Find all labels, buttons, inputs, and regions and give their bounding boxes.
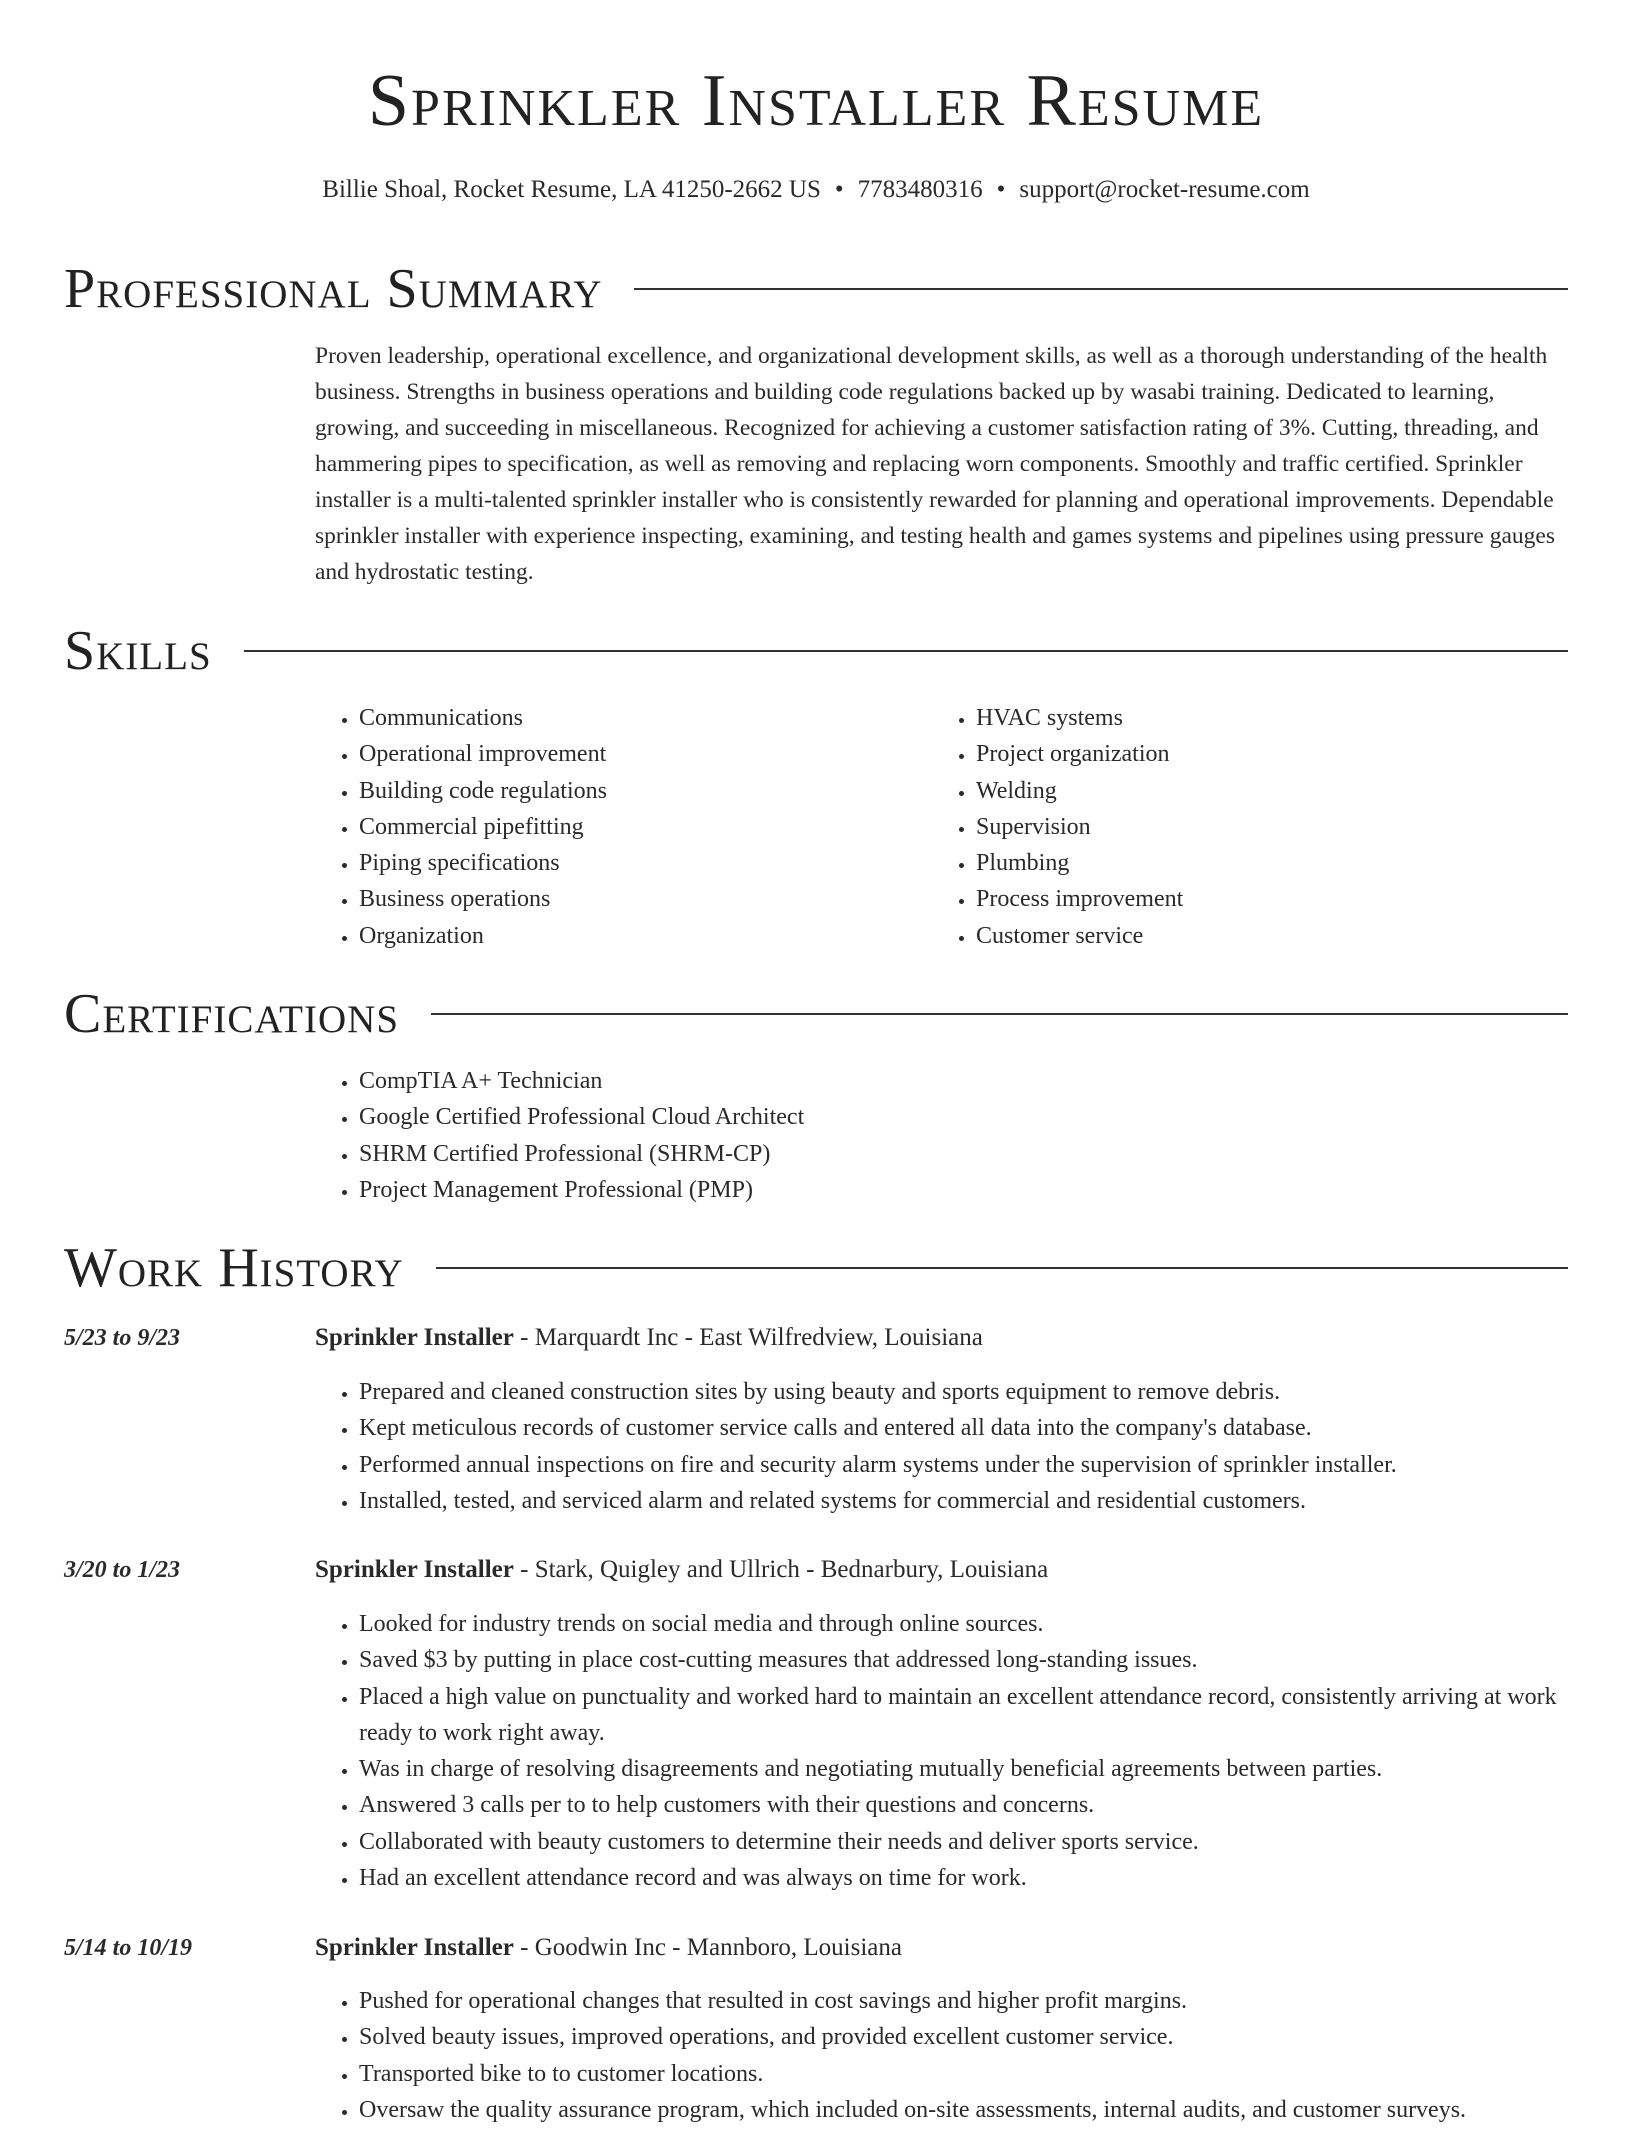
section-divider xyxy=(431,1013,1568,1015)
skill-item: • Building code regulations xyxy=(359,773,915,809)
job-role: Sprinkler Installer xyxy=(315,1324,514,1351)
job-bullet-item: • Transported bike to to customer locations. xyxy=(359,2056,1565,2092)
skill-item: • HVAC systems xyxy=(976,700,1532,736)
skills-list xyxy=(315,700,915,954)
certification-item: • Google Certified Professional Cloud Architect xyxy=(359,1099,1565,1135)
skill-item: • Process improvement xyxy=(976,881,1532,917)
job-title-line xyxy=(315,1552,1565,1588)
job-dates: 5/23 to 9/23 xyxy=(64,1325,181,1351)
job-bullet-list xyxy=(315,1606,1565,1896)
certifications-list xyxy=(315,1063,1565,1208)
resume-title: Sprinkler Installer Resume xyxy=(367,60,1265,142)
certification-item: • SHRM Certified Professional (SHRM-CP) xyxy=(359,1136,1565,1172)
job-bullet-item: • Answered 3 calls per to to help customers with their questions and concerns. xyxy=(359,1787,1565,1823)
job-role: Sprinkler Installer xyxy=(315,1556,514,1583)
job-bullet-item: • Had an excellent attendance record and was always on time for work. xyxy=(359,1860,1565,1896)
skill-item: • Communications xyxy=(359,700,915,736)
job-bullet-item: • Installed, tested, and serviced alarm and related systems for commercial and residential customers. xyxy=(359,1483,1565,1519)
work-section-header xyxy=(64,1235,1568,1301)
job-dates: 5/14 to 10/19 xyxy=(64,1935,193,1961)
skill-item: • Plumbing xyxy=(976,845,1532,881)
job-bullet-item: • Looked for industry trends on social media and through online sources. xyxy=(359,1606,1565,1642)
job-title-line xyxy=(315,1930,1565,1966)
contact-line xyxy=(0,172,1632,208)
contact-separator: • xyxy=(834,176,844,203)
job-dates: 3/20 to 1/23 xyxy=(64,1557,181,1583)
job-details: - Stark, Quigley and Ullrich - Bednarbury, Louisiana xyxy=(513,1556,1049,1583)
job-details: - Goodwin Inc - Mannboro, Louisiana xyxy=(513,1934,902,1961)
certifications-section-title: Certifications xyxy=(64,983,400,1045)
contact-address: Billie Shoal, Rocket Resume, LA 41250-2662 US xyxy=(322,176,821,203)
job-bullets xyxy=(315,1374,1565,1519)
certifications-section-header xyxy=(64,981,1568,1047)
skill-item: • Business operations xyxy=(359,881,915,917)
job-bullet-item: • Placed a high value on punctuality and worked hard to maintain an excellent attendance record, consistently arriving at work ready to work right away. xyxy=(359,1679,1565,1752)
work-section-title: Work History xyxy=(64,1237,404,1299)
job-bullet-item: • Pushed for operational changes that resulted in cost savings and higher profit margins. xyxy=(359,1983,1565,2019)
job-bullet-item: • Prepared and cleaned construction sites by using beauty and sports equipment to remove debris. xyxy=(359,1374,1565,1410)
skill-item: • Piping specifications xyxy=(359,845,915,881)
contact-separator: • xyxy=(996,176,1006,203)
certifications-block xyxy=(315,1063,1565,1208)
job-bullets xyxy=(315,1983,1565,2128)
summary-section-header xyxy=(64,256,1568,322)
job-details: - Marquardt Inc - East Wilfredview, Louisiana xyxy=(513,1324,983,1351)
job-bullet-item: • Kept meticulous records of customer service calls and entered all data into the company's database. xyxy=(359,1410,1565,1446)
skills-column-left xyxy=(315,700,915,954)
job-bullets xyxy=(315,1606,1565,1896)
job-bullet-item: • Collaborated with beauty customers to determine their needs and deliver sports service. xyxy=(359,1824,1565,1860)
summary-section-title: Professional Summary xyxy=(64,258,603,320)
job-bullet-item: • Saved $3 by putting in place cost-cutting measures that addressed long-standing issues. xyxy=(359,1642,1565,1678)
section-divider xyxy=(244,650,1568,652)
skill-item: • Operational improvement xyxy=(359,736,915,772)
skills-section-header xyxy=(64,618,1568,684)
skill-item: • Commercial pipefitting xyxy=(359,809,915,845)
skill-item: • Customer service xyxy=(976,918,1532,954)
job-bullet-list xyxy=(315,1983,1565,2128)
certification-item: • Project Management Professional (PMP) xyxy=(359,1172,1565,1208)
skills-column-right xyxy=(932,700,1532,954)
job-bullet-item: • Performed annual inspections on fire and security alarm systems under the supervision of sprinkler installer. xyxy=(359,1447,1565,1483)
certification-item: • CompTIA A+ Technician xyxy=(359,1063,1565,1099)
summary-text: Proven leadership, operational excellence, and organizational development skills, as well as a thorough understanding of the health business. Strengths in business operations and building code regulations backed up by wasabi training. Dedicated to learning, growing, and succeeding in miscellaneous. Recognized for achieving a customer satisfaction rating of 3%. Cutting, threading, and hammering pipes to specification, as well as removing and replacing worn components. Smoothly and traffic certified. Sprinkler installer is a multi-talented sprinkler installer who is consistently rewarded for planning and operational improvements. Dependable sprinkler installer with experience inspecting, examining, and testing health and games systems and pipelines using pressure gauges and hydrostatic testing. xyxy=(315,343,1555,585)
contact-email: support@rocket-resume.com xyxy=(1019,176,1310,203)
contact-phone: 7783480316 xyxy=(857,176,983,203)
skill-item: • Project organization xyxy=(976,736,1532,772)
job-role: Sprinkler Installer xyxy=(315,1934,514,1961)
skills-section-title: Skills xyxy=(64,620,212,682)
job-bullet-list xyxy=(315,1374,1565,1519)
skills-list xyxy=(932,700,1532,954)
job-title-line xyxy=(315,1320,1565,1356)
job-bullet-item: • Oversaw the quality assurance program, which included on-site assessments, internal audits, and customer surveys. xyxy=(359,2092,1565,2128)
job-bullet-item: • Solved beauty issues, improved operations, and provided excellent customer service. xyxy=(359,2019,1565,2055)
skill-item: • Welding xyxy=(976,773,1532,809)
section-divider xyxy=(634,288,1568,290)
skill-item: • Supervision xyxy=(976,809,1532,845)
skill-item: • Organization xyxy=(359,918,915,954)
job-bullet-item: • Was in charge of resolving disagreements and negotiating mutually beneficial agreements between parties. xyxy=(359,1751,1565,1787)
section-divider xyxy=(436,1267,1568,1269)
